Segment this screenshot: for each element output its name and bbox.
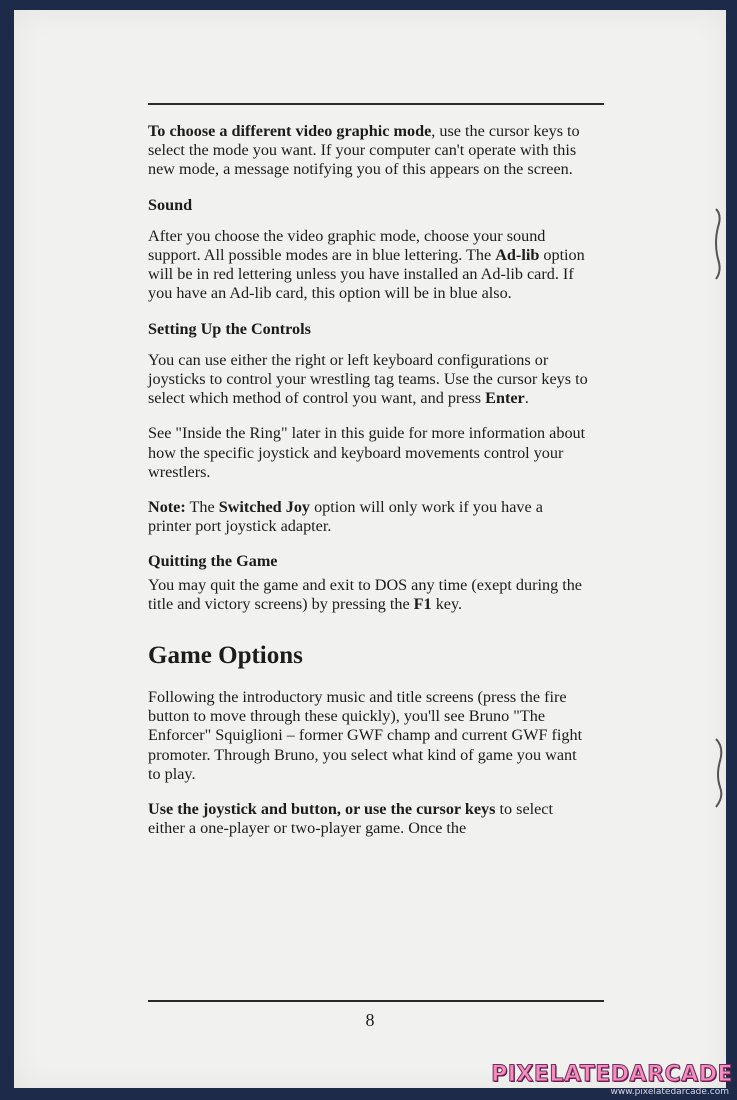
video-mode-text: , use the cursor keys to select the mode you want. If your computer can't operate with this new mode, a message notifying you of this appears on the screen. [148, 122, 580, 179]
note-label: Note: [148, 498, 186, 517]
game-options-heading: Game Options [148, 642, 303, 670]
staple-bottom-icon [712, 735, 726, 815]
enter-bold: Enter [485, 389, 525, 408]
controls-heading: Setting Up the Controls [148, 319, 311, 338]
site-url: www.pixelatedarcade.com [610, 1087, 729, 1097]
sound-heading: Sound [148, 195, 193, 214]
joystick-bold: Use the joystick and button, or use the cursor keys [148, 800, 496, 819]
bottom-rule [148, 1000, 604, 1002]
page-content [148, 122, 588, 854]
video-mode-bold: To choose a different video graphic mode [148, 122, 432, 140]
paragraph-quitting: You may quit the game and exit to DOS any time (exept during the title and victory screens) by pressing the F1 key. [148, 575, 582, 613]
top-rule [148, 103, 604, 105]
paragraph-video-mode [148, 122, 588, 180]
paragraph-options-select: Use the joystick and button, or use the cursor keys to select either a one-player or two-player game. Once the [148, 800, 553, 838]
paragraph-controls: You can use either the right or left keyboard configurations or joysticks to control your wrestling tag teams. Use the cursor keys to select which method of control you want, and press Enter. [148, 350, 588, 408]
quitting-heading: Quitting the Game [148, 552, 278, 571]
paragraph-options-intro: Following the introductory music and title screens (press the fire button to move through these quickly), you'll see Bruno "The Enforcer" Squiglioni – former GWF champ and current GWF fight promoter. Through Bruno, you select what kind of game you want to play. [148, 688, 583, 783]
paragraph-sound: After you choose the video graphic mode, choose your sound support. All possible modes are in blue lettering. The Ad-lib option will be in red lettering unless you have installed an Ad-lib card. If you have an Ad-lib card, this option will be in blue also. [148, 226, 585, 303]
paragraph-note: Note: The Switched Joy option will only work if you have a printer port joystick adapter. [148, 498, 543, 536]
switched-joy-bold: Switched Joy [218, 498, 311, 517]
page-number: 8 [365, 1010, 375, 1030]
site-watermark: PIXELATEDARCADE [491, 1062, 733, 1087]
staple-top-icon [712, 205, 726, 285]
adlib-bold: Ad-lib [495, 246, 540, 265]
manual-page [14, 10, 726, 1088]
paragraph-see-inside-ring: See "Inside the Ring" later in this guide for more information about how the specific joystick and keyboard movements control your wrestlers. [148, 424, 586, 481]
f1-bold: F1 [413, 594, 432, 613]
